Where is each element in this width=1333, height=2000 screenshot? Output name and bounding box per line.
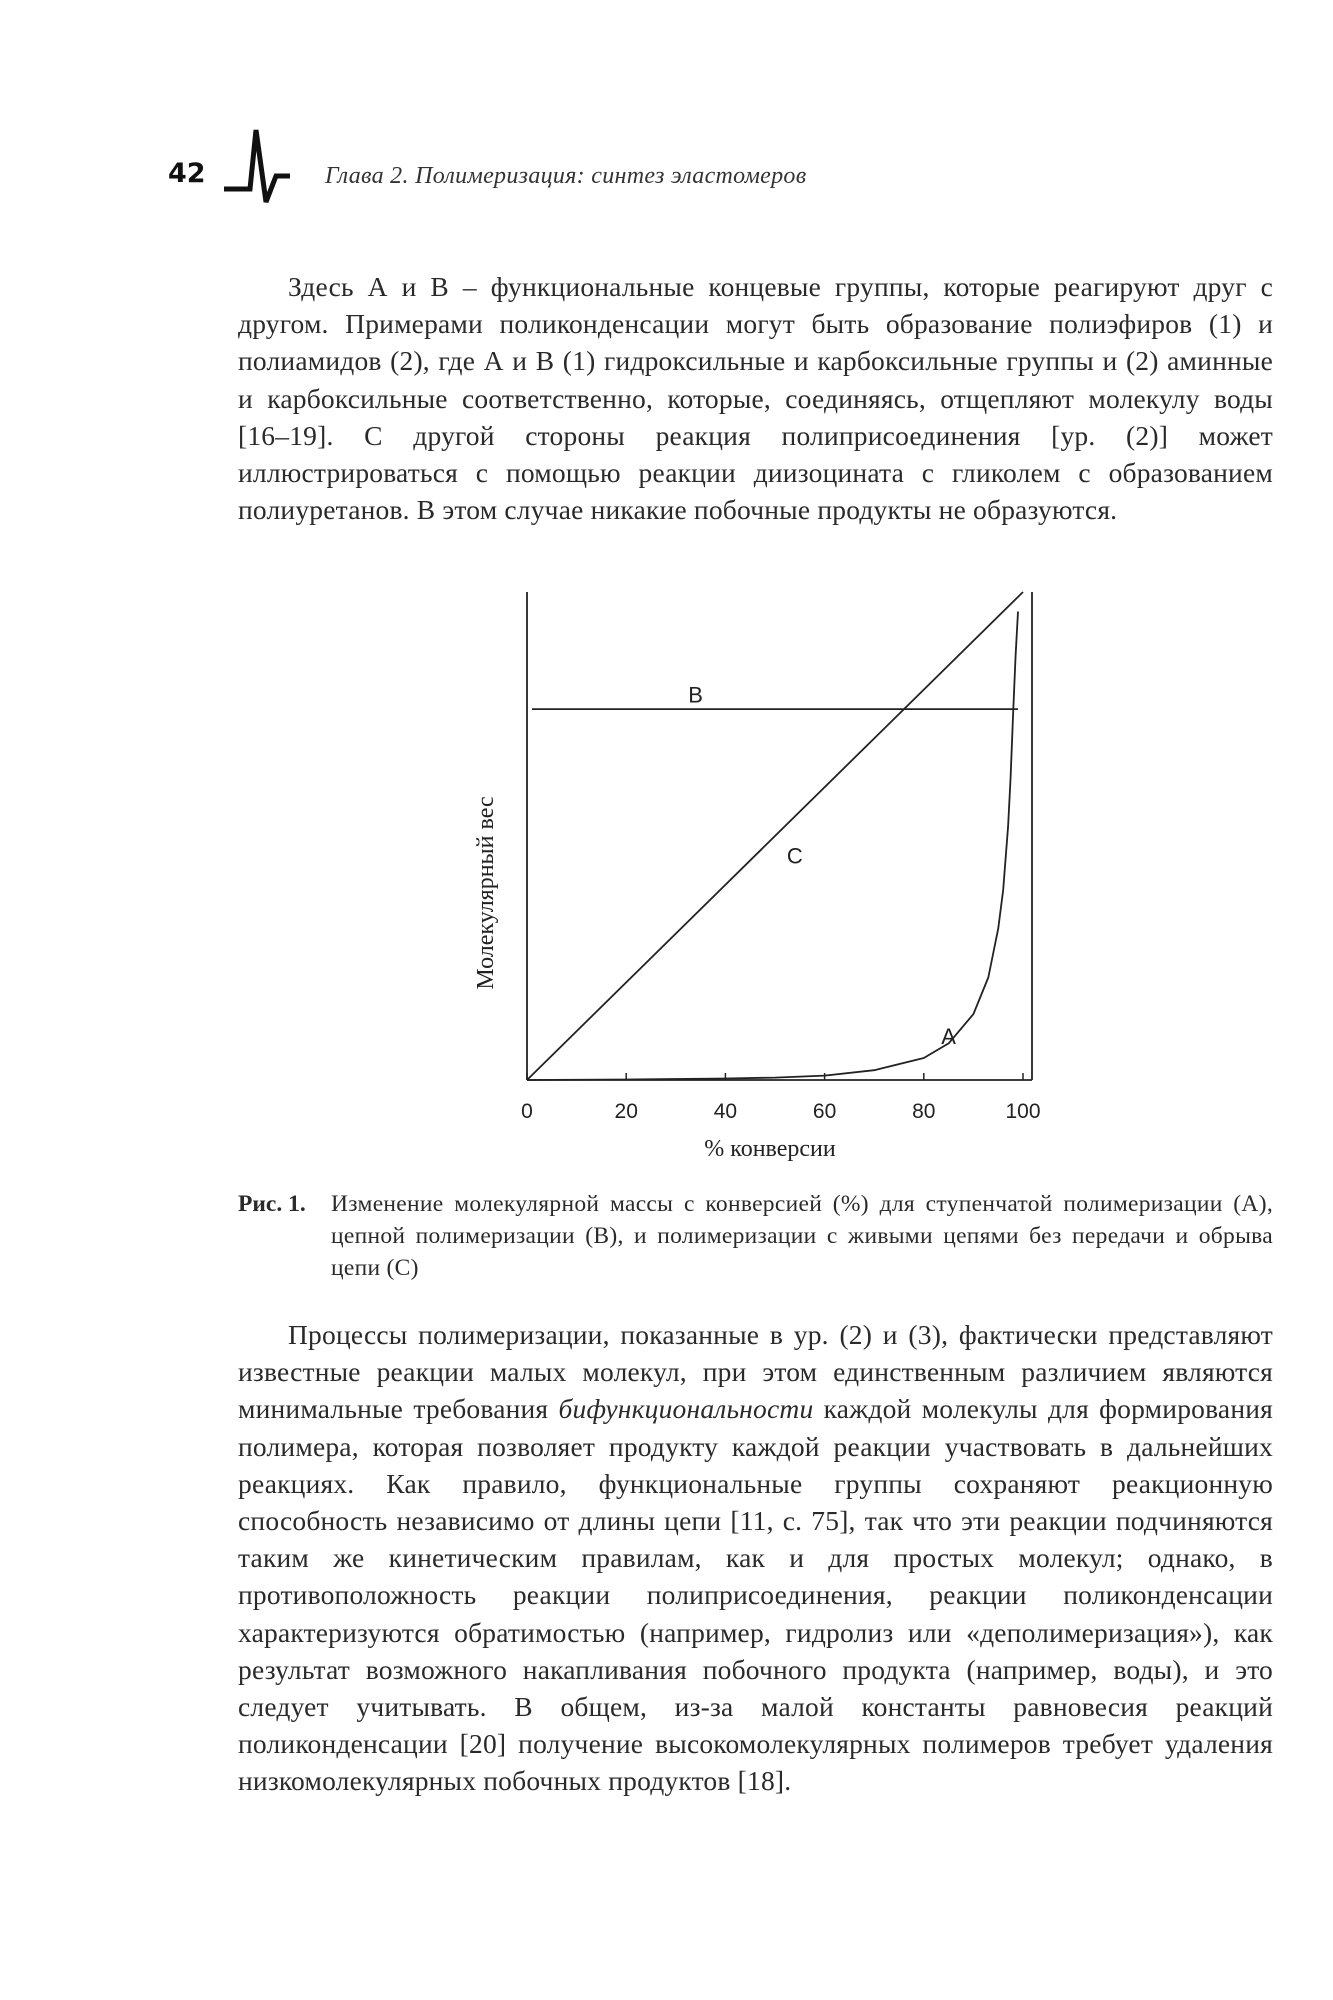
series-label-c: C <box>786 843 803 869</box>
paragraph-1: Здесь А и В – функциональные концевые группы, которые реагируют друг с другом. Примерами поликонденсации могут быть образование полиэфиров (1) и полиамидов (2), где А и В (1) гидроксильные и карбоксильные группы и (2) аминные и карбоксильные соответственно, которые, соединяясь, отщепляют молекулу воды [16–19]. С другой стороны реакция полиприсоединения [ур. (2)] может иллюстрироваться с помощью реакции диизоцината с гликолем с образованием полиуретанов. В этом случае никакие побочные продукты не образуются. <box>238 271 1273 526</box>
x-tick-label-20: 20 <box>614 1100 638 1123</box>
caption-text: Изменение молекулярной массы с конверсией (%) для ступенчатой полимеризации (А), цепной полимеризации (В), и полимеризации с живыми цепями без передачи и обрыва цепи (С) <box>331 1191 1273 1281</box>
series-label-b: B <box>688 682 703 708</box>
caption-label: Рис. 1. <box>238 1191 306 1217</box>
series-label-a: A <box>941 1024 956 1050</box>
x-axis-title: % конверсии <box>704 1136 836 1162</box>
paragraph-2-emphasis: бифункциональности <box>558 1393 814 1425</box>
x-tick-label-0: 0 <box>521 1100 533 1123</box>
figure-caption <box>238 1188 1273 1284</box>
paragraph-2-part-1: Процессы полимеризации, показанные в ур. (2) и (3), фактически представляют известные реакции малых молекул, при этом единственным различием являются минимальные требования <box>238 1319 1273 1425</box>
x-tick-label-40: 40 <box>713 1100 738 1123</box>
series-line-c <box>527 592 1023 1080</box>
running-title: Глава 2. Полимеризация: синтез эластомеров <box>325 163 807 189</box>
paragraph-2 <box>238 1316 1273 1800</box>
x-tick-label-100: 100 <box>1005 1100 1041 1123</box>
x-tick-label-60: 60 <box>812 1100 837 1123</box>
x-tick-label-80: 80 <box>912 1100 936 1123</box>
paragraph-2-part-3: каждой молекулы для формирования полимера, которая позволяет продукту каждой реакции участвовать в дальнейших реакциях. Как правило, функциональные группы сохраняют реакционную способность независимо от длины цепи [11, с. 75], так что эти реакции подчиняются таким же кинетическим правилам, как и для простых молекул; однако, в противоположность реакции полиприсоединения, реакции поликонденсации характеризуются обратимостью (например, гидролиз или «деполимеризация»), как результат возможного накапливания побочного продукта (например, воды), и это следует учитывать. В общем, из-за малой константы равновесия реакций поликонденсации [20] получение высокомолекулярных полимеров требует удаления низкомолекулярных побочных продуктов [18]. <box>238 1393 1273 1797</box>
page-number: 42 <box>168 158 206 189</box>
y-axis-title: Молекулярный вес <box>473 796 499 990</box>
series-line-a <box>527 612 1018 1081</box>
